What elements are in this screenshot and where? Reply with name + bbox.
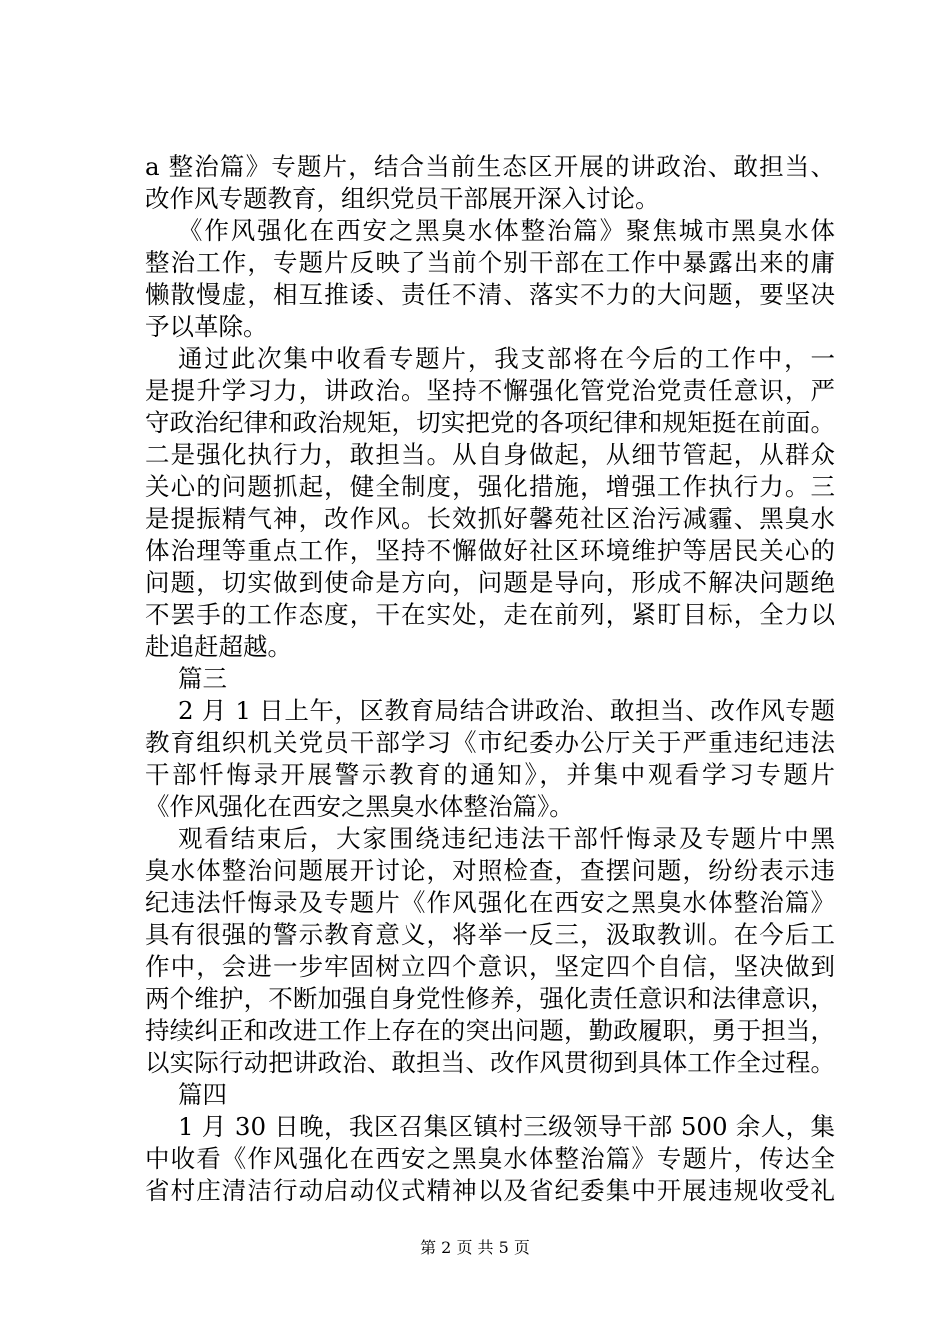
text-line: 2 月 1 日上午，区教育局结合讲政治、敢担当、改作风专题 (178, 696, 835, 725)
text-line: 予以革除。 (145, 312, 268, 341)
text-line: 通过此次集中收看专题片，我支部将在今后的工作中，一 (178, 344, 835, 373)
text-line: 守政治纪律和政治规矩，切实把党的各项纪律和规矩挺在前面。 (145, 408, 835, 437)
text-line: 观看结束后，大家围绕违纪违法干部忏悔录及专题片中黑 (178, 824, 835, 853)
text-line: 关心的问题抓起，健全制度，强化措施，增强工作执行力。三 (145, 472, 835, 501)
page-footer: 第 2 页 共 5 页 (420, 1238, 530, 1257)
text-line: 赴追赶超越。 (145, 632, 292, 661)
text-line: 体治理等重点工作，坚持不懈做好社区环境维护等居民关心的 (145, 536, 835, 565)
text-line: 以实际行动把讲政治、敢担当、改作风贯彻到具体工作全过程。 (145, 1048, 835, 1077)
body-text (145, 151, 835, 1207)
text-line: 是提升学习力，讲政治。坚持不懈强化管党治党责任意识，严 (145, 376, 835, 405)
text-line: 1 月 30 日晚，我区召集区镇村三级领导干部 500 余人，集 (178, 1112, 835, 1141)
text-line: 是提振精气神，改作风。长效抓好馨苑社区治污减霾、黑臭水 (145, 504, 835, 533)
text-line: 问题，切实做到使命是方向，问题是导向，形成不解决问题绝 (145, 568, 835, 597)
text-line: 臭水体整治问题展开讨论，对照检查，查摆问题，纷纷表示违 (145, 856, 835, 885)
text-line: 纪违法忏悔录及专题片《作风强化在西安之黑臭水体整治篇》 (145, 888, 835, 917)
text-line: 作中，会进一步牢固树立四个意识，坚定四个自信，坚决做到 (145, 952, 835, 981)
text-line: 中收看《作风强化在西安之黑臭水体整治篇》专题片，传达全 (145, 1144, 835, 1173)
text-line: 二是强化执行力，敢担当。从自身做起，从细节管起，从群众 (145, 440, 835, 469)
text-line: 省村庄清洁行动启动仪式精神以及省纪委集中开展违规收受礼 (145, 1176, 835, 1205)
text-line: 篇四 (178, 1080, 227, 1109)
text-line: 《作风强化在西安之黑臭水体整治篇》。 (145, 792, 574, 821)
text-line: 懒散慢虚，相互推诿、责任不清、落实不力的大问题，要坚决 (145, 280, 835, 309)
text-line: 持续纠正和改进工作上存在的突出问题，勤政履职，勇于担当， (145, 1016, 835, 1045)
text-line: 《作风强化在西安之黑臭水体整治篇》聚焦城市黑臭水体 (178, 216, 835, 245)
text-line: 整治工作，专题片反映了当前个别干部在工作中暴露出来的庸 (145, 248, 835, 277)
text-line: 教育组织机关党员干部学习《市纪委办公厅关于严重违纪违法 (145, 728, 835, 757)
text-line: 两个维护，不断加强自身党性修养，强化责任意识和法律意识， (145, 984, 835, 1013)
text-line: 干部忏悔录开展警示教育的通知》，并集中观看学习专题片 (145, 760, 835, 789)
text-line: 篇三 (178, 664, 227, 693)
text-line: a 整治篇》专题片，结合当前生态区开展的讲政治、敢担当、 (145, 152, 835, 181)
text-line: 不罢手的工作态度，干在实处，走在前列，紧盯目标，全力以 (145, 600, 835, 629)
text-line: 具有很强的警示教育意义，将举一反三，汲取教训。在今后工 (145, 920, 835, 949)
text-line: 改作风专题教育，组织党员干部展开深入讨论。 (145, 184, 660, 213)
